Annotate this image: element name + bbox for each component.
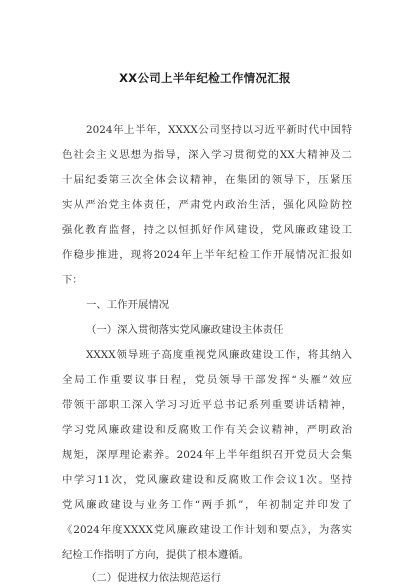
body-line: 规矩，深厚理论素养。2024年上半年组织召开党员大会集 bbox=[62, 449, 352, 461]
body-line: XXXX领导班子高度重视党风廉政建设工作，将其纳入 bbox=[86, 349, 352, 361]
intro-line: 强化教育监督，持之以恒抓好作风建设，党风廉政建设工 bbox=[62, 224, 352, 236]
body-line: 带领干部职工深入学习习近平总书记系列重要讲话精神， bbox=[62, 399, 352, 411]
body-line: 中学习11次，党风廉政建设和反腐败工作会议1次。坚持 bbox=[62, 474, 352, 486]
intro-line: 作稳步推进，现将2024年上半年纪检工作开展情况汇报如 bbox=[62, 249, 352, 261]
subsection-heading: （一）深入贯彻落实党风廉政建设主体责任 bbox=[86, 324, 284, 336]
body-line: 全局工作重要议事日程，党员领导干部发挥“头雁”效应 bbox=[62, 374, 352, 386]
body-line: 党风廉政建设与业务工作“两手抓”，年初制定并印发了 bbox=[62, 499, 352, 511]
intro-line: 2024年上半年，XXXX公司坚持以习近平新时代中国特 bbox=[86, 124, 352, 136]
intro-line: 实从严治党主体责任，严肃党内政治生活，强化风险防控 bbox=[62, 199, 352, 211]
body-line: 纪检工作指明了方向，提供了根本遵循。 bbox=[62, 549, 250, 561]
body-line: 《2024年度XXXX党风廉政建设工作计划和要点》，为落实 bbox=[62, 524, 352, 536]
intro-line: 下： bbox=[62, 274, 83, 286]
section-heading: 一、工作开展情况 bbox=[86, 299, 170, 311]
intro-line: 色社会主义思想为指导，深入学习贯彻党的XX大精神及二 bbox=[62, 149, 352, 161]
intro-line: 十届纪委第三次全体会议精神，在集团的领导下，压紧压 bbox=[62, 174, 352, 186]
subsection-heading: （二）促进权力依法规范运行 bbox=[86, 572, 222, 584]
body-line: 学习党风廉政建设和反腐败工作有关会议精神，严明政治 bbox=[62, 424, 352, 436]
document-title: XX公司上半年纪检工作情况汇报 bbox=[119, 71, 291, 85]
